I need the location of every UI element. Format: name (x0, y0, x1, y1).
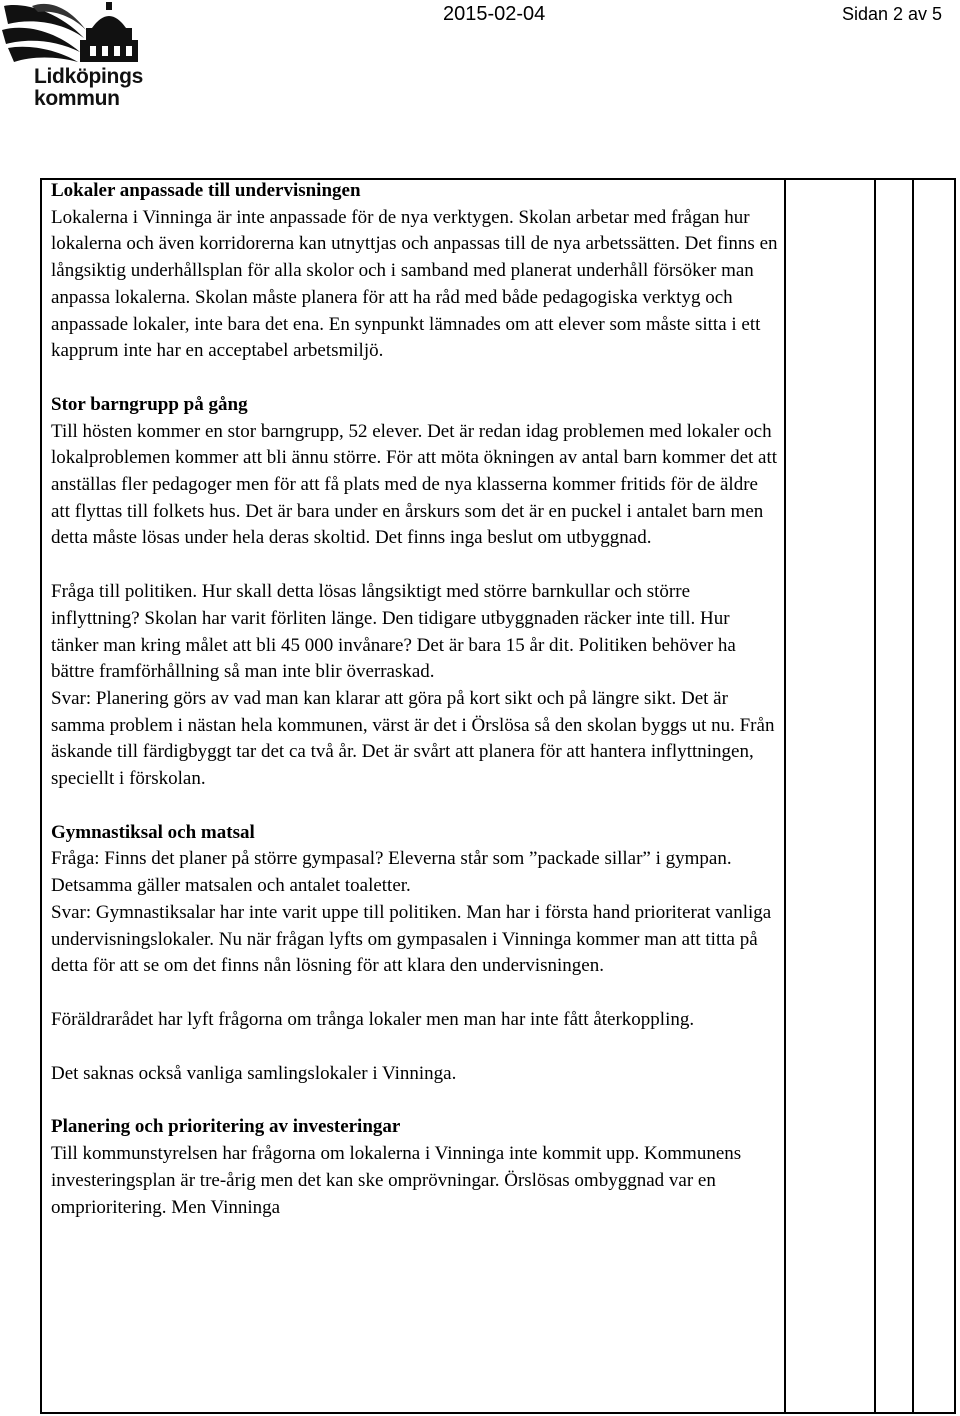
section-heading: Gymnastiksal och matsal (51, 821, 255, 843)
section-barngrupp (51, 392, 779, 552)
section-foraldraradet (51, 1007, 779, 1034)
section-politiken (51, 579, 779, 793)
paragraph: Det saknas också vanliga samlingslokaler i Vinninga. (51, 1062, 457, 1084)
paragraph: Svar: Gymnastiksalar har inte varit uppe till politiken. Man har i första hand prioriterat vanliga undervisningslokaler. Nu när frågan lyfts om gympasalen i Vinninga kommer man att titta på detta för att se om det finns nån lösning för att klara den undervisningen. (51, 901, 772, 977)
paragraph: Föräldrarådet har lyft frågorna om trånga lokaler men man har inte fått återkoppling. (51, 1008, 695, 1030)
logo-text-line2: kommun (34, 87, 120, 110)
section-gymnastiksal (51, 820, 779, 980)
municipality-logo (2, 0, 152, 112)
section-heading: Lokaler anpassade till undervisningen (51, 180, 361, 201)
main-text-column (51, 178, 779, 1221)
table-column-divider (784, 180, 786, 1412)
section-samlingslokaler (51, 1061, 779, 1088)
paragraph: Fråga: Finns det planer på större gympasal? Eleverna står som ”packade sillar” i gympan. Detsamma gäller matsalen och antalet toaletter. (51, 848, 732, 897)
paragraph: Till kommunstyrelsen har frågorna om lokalerna i Vinninga inte kommit upp. Kommunens investeringsplan är tre-årig men det kan ske omprövningar. Örslösas ombyggnad var en omprioritering. Men Vinninga (51, 1143, 742, 1218)
section-heading: Stor barngrupp på gång (51, 393, 248, 415)
paragraph: Fråga till politiken. Hur skall detta lösas långsiktigt med större barnkullar och större inflyttning? Skolan har varit förliten länge. Den tidigare utbyggnaden räcker inte till. Hur tänker man kring målet att bli 45 000 invånare? Det är bara 15 år dit. Politiken behöver ha bättre framförhållning så man inte blir överraskad. (51, 581, 736, 683)
logo-text-line1: Lidköpings (34, 65, 143, 88)
paragraph: Lokalerna i Vinninga är inte anpassade för de nya verktygen. Skolan arbetar med frågan hur lokalerna och även korridorerna kan utnyttjas och anpassas till de nya arbetssätten. Det finns en långsiktig underhållsplan för alla skolor och i samband med planerat underhåll försöker man anpassa lokalerna. Skolan måste planera för att ha råd med både pedagogiska verktyg och anpassade lokaler, inte bara det ena. En synpunkt lämnades om att elever som måste sitta i ett kapprum inte har en acceptabel arbetsmiljö. (51, 206, 778, 362)
section-heading: Planering och prioritering av investeringar (51, 1116, 401, 1138)
table-column-divider (874, 180, 876, 1412)
table-column-divider (912, 180, 914, 1412)
paragraph: Svar: Planering görs av vad man kan klarar att göra på kort sikt och på längre sikt. Det är samma problem i nästan hela kommunen, värst är det i Örslösa så den skolan byggs ut nu. Från äskande till färdigbyggt tar det ca två år. Det är svårt att planera för att hantera inflyttningen, speciellt i förskolan. (51, 687, 775, 790)
header-date: 2015-02-04 (443, 3, 546, 25)
section-lokaler (51, 178, 779, 365)
section-planering (51, 1114, 779, 1221)
paragraph: Till hösten kommer en stor barngrupp, 52 elever. Det är redan idag problemen med lokaler och lokalproblemen kommer att bli ännu större. För att möta ökningen av antal barn kommer det att anställas fler pedagoger men för att få plats med de nya klasserna kommer fritids för de äldre att flyttas till folkets hus. Det är bara under en årskurs som det är en puckel i antalet barn men detta måste lösas under hela deras skoltid. Det finns inga beslut om utbyggnad. (51, 420, 778, 549)
page-number: Sidan 2 av 5 (842, 4, 943, 24)
